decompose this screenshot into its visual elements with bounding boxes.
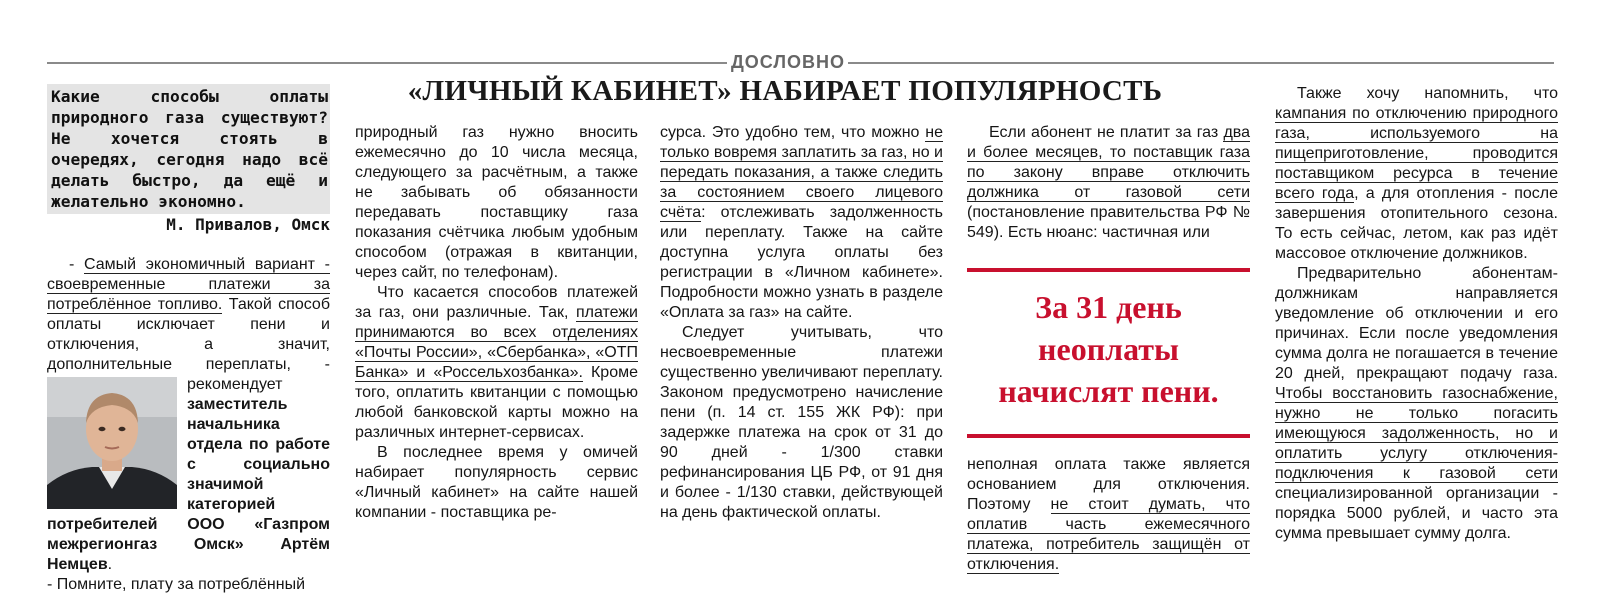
text-span: Также хочу напомнить, что (1297, 85, 1558, 102)
pull-quote (967, 268, 1250, 438)
answer-paragraph-2: - Помните, плату за потреблённый (47, 576, 306, 593)
column-4-bottom (967, 455, 1250, 575)
text-span: неполная оплата также является основанием для отключения. Поэтому (967, 456, 1250, 513)
underlined-text: Самый экономичный вариант - своевременные платежи за потреблённое топливо. (47, 256, 330, 313)
col4-paragraph-2 (967, 455, 1250, 575)
underlined-text: не стоит думать, что оплатив часть ежемесячного платежа, потребитель защищён от отключения. (967, 496, 1250, 573)
speaker-title: заместитель начальника отдела по работе с социально значимой категорией потребителей ООО «Газпром межрегионгаз Омск» Артём Немцев (47, 396, 330, 573)
pull-quote-text: За 31 день неоплаты начислят пени. (998, 289, 1219, 409)
text-span: : отслеживать задолженность или переплату. Также на сайте доступна услуга оплаты без регистрации в «Личном кабинете». Подробности можно узнать в разделе «Оплата за газ» на сайте. (660, 204, 943, 321)
column-1 (47, 84, 330, 595)
text-span: Предварительно абонентам-должникам направляется уведомление об отключении и его причинах. Если после уведомления сумма долга не погашается в течение 20 дней, прекращают подачу газа. (1275, 265, 1558, 382)
rubric-label: ДОСЛОВНО (730, 52, 845, 72)
text-span: специализированной организации - порядка 5000 рублей, и часто эта сумма превышает сумму долга. (1275, 485, 1558, 542)
answer-paragraph-1 (47, 255, 330, 575)
text-span: Такой способ оплаты исключает пени и отключения, а значит, дополнительные переплаты, - рекомендует (47, 296, 330, 393)
pull-quote-rule-bottom (967, 434, 1250, 438)
text-span: Если абонент не платит за газ (989, 124, 1224, 141)
col5-paragraph-2 (1275, 264, 1558, 544)
question-author: М. Привалов, Омск (166, 215, 330, 234)
article-headline: «ЛИЧНЫЙ КАБИНЕТ» НАБИРАЕТ ПОПУЛЯРНОСТЬ (407, 75, 1163, 107)
reader-question: Какие способы оплаты природного газа существуют? Не хочется стоять в очередях, сегодня надо всё делать быстро, да ещё и желательно экономно. (47, 84, 330, 214)
text-span: (постановление правительства РФ № 549). Есть нюанс: частичная или (967, 204, 1250, 241)
col3-paragraph-1 (660, 123, 943, 323)
col2-paragraph-3: В последнее время у омичей набирает популярность сервис «Личный кабинет» на сайте нашей компании - поставщика ре- (355, 444, 638, 521)
underlined-text: не только вовремя заплатить за газ, но и передать показания, а также следить за состоянием своего лицевого счёта (660, 124, 943, 221)
text-span: сурса. Это удобно тем, что можно (660, 124, 926, 141)
underlined-text: кампания по отключению природного газа, используемого на пищеприготовление, проводится поставщиком ресурса в течение всего года (1275, 105, 1558, 202)
speaker-portrait-image (47, 377, 177, 509)
rubric-rule-right (848, 62, 1554, 64)
text-span: , а для отопления - после завершения отопительного сезона. То есть сейчас, летом, как раз идёт массовое отключение должников. (1275, 185, 1559, 262)
col3-paragraph-2: Следует учитывать, что несвоевременные платежи существенно увеличивают переплату. Законом предусмотрено начисление пени (п. 14 ст. 155 ЖК РФ): при задержке платежа на срок от 31 до 90 дней - 1/300 ставки рефинансирования ЦБ РФ, от 91 дня и более - 1/130 ставки, действующей на день фактической оплаты. (660, 324, 943, 521)
col5-paragraph-1 (1275, 84, 1558, 264)
column-2 (355, 123, 638, 523)
underlined-text: платежи принимаются во всех отделениях «Почты России», «Сбербанка», «ОТП Банка» и «Россельхозбанка». (355, 304, 638, 381)
text-span: Кроме того, оплатить квитанции с помощью любой банковской карты можно на различных интернет-сервисах. (355, 364, 638, 441)
text-span: . (107, 556, 113, 573)
underlined-text: Чтобы восстановить газоснабжение, нужно не только погасить имеющуюся задолженность, но и оплатить услугу отключения-подключения к газовой сети (1275, 385, 1558, 482)
underlined-text: два и более месяцев, то поставщик газа по закону вправе отключить должника от газовой сети (967, 124, 1250, 201)
dash: - (69, 256, 84, 273)
text-span: Что касается способов платежей за газ, они различные. Так, (355, 284, 638, 321)
rubric-rule-left (47, 62, 727, 64)
speaker-photo (47, 377, 177, 509)
column-5 (1275, 84, 1558, 544)
col4-paragraph-1 (967, 123, 1250, 243)
column-4-top (967, 123, 1250, 243)
col2-paragraph-2 (355, 283, 638, 443)
column-3 (660, 123, 943, 523)
pull-quote-rule-top (967, 268, 1250, 272)
col2-paragraph-1: природный газ нужно вносить ежемесячно до 10 числа месяца, следующего за расчётным, а также не забывать об обязанности передавать поставщику газа показания счётчика любым удобным способом (отражая в квитанции, через сайт, по телефонам). (355, 124, 638, 281)
